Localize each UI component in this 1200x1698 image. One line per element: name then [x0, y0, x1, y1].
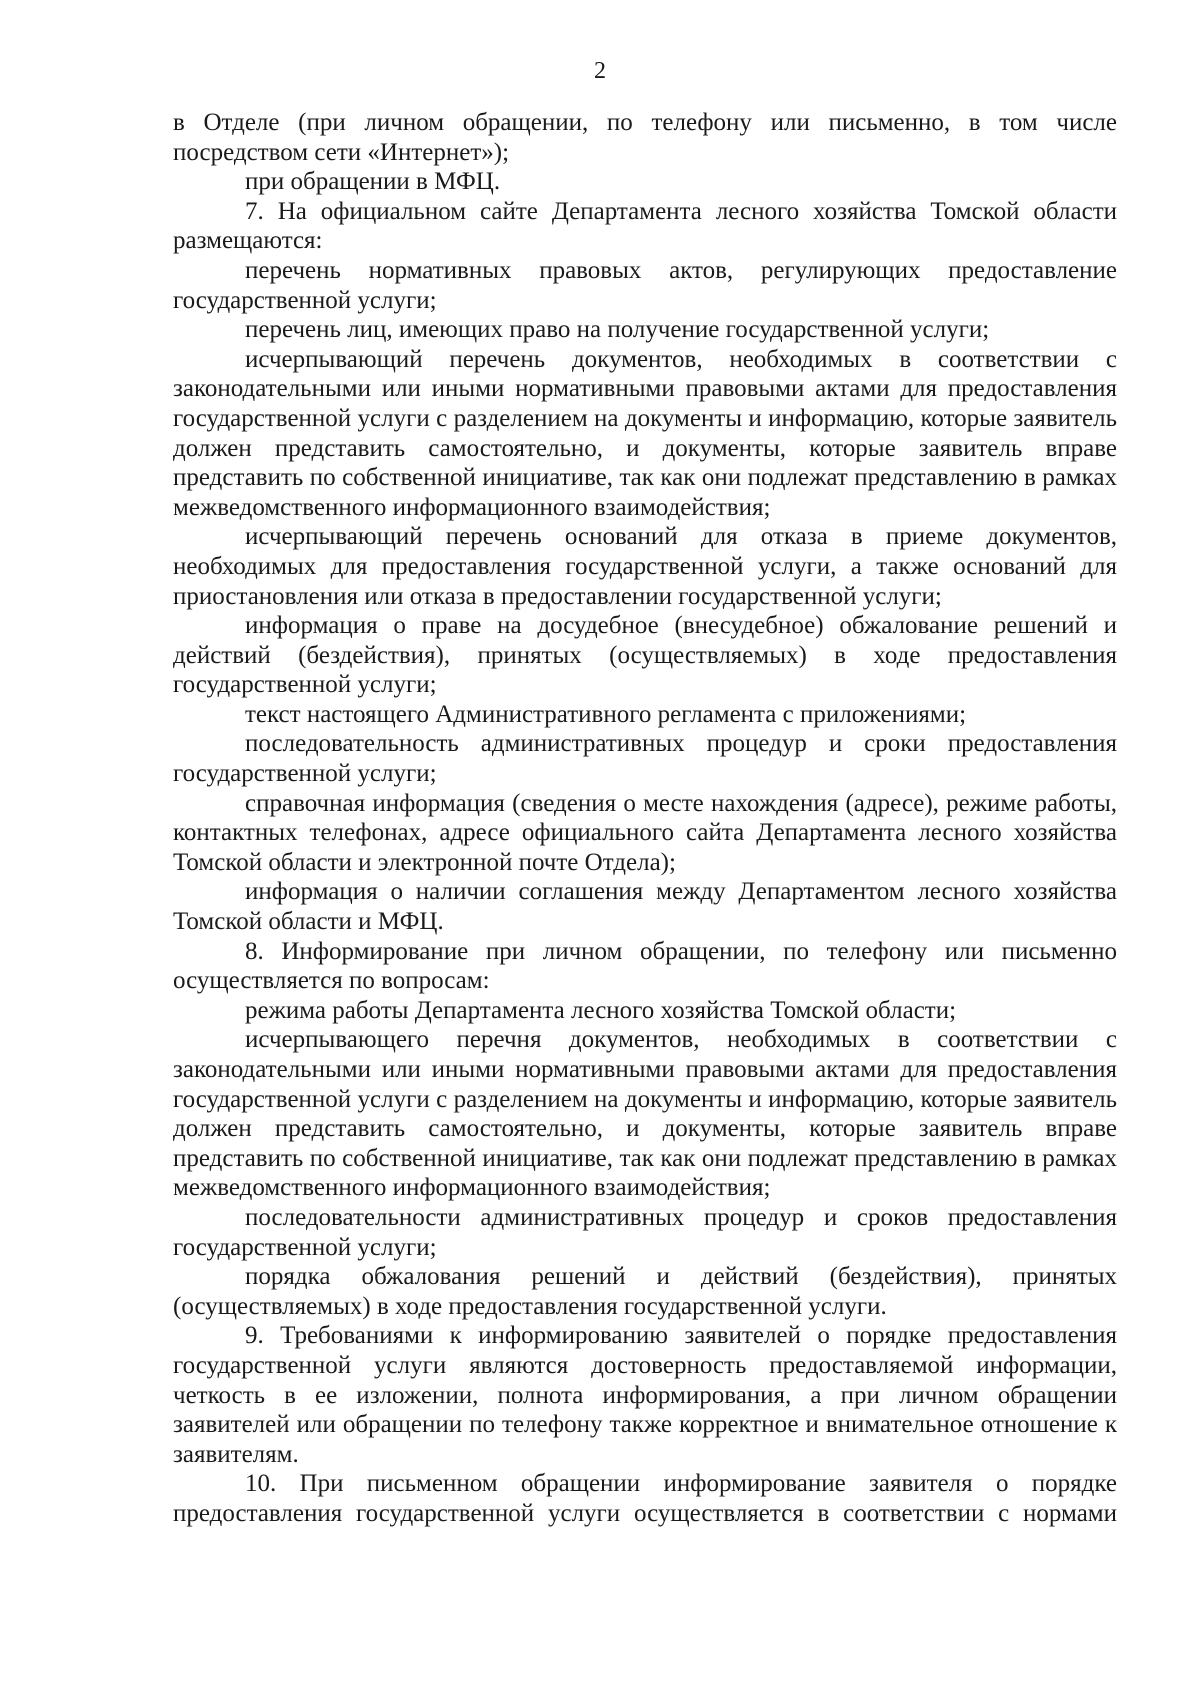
paragraph-7-intro: 7. На официальном сайте Департамента лесного хозяйства Томской области размещаются:: [173, 197, 1117, 255]
paragraph-8-item-appeal-order: порядка обжалования решений и действий (бездействия), принятых (осуществляемых) в ходе предоставления государственной услуги.: [173, 1263, 1117, 1320]
paragraph-7-item-regulation-text: текст настоящего Административного регламента с приложениями;: [245, 700, 967, 728]
paragraph-7-item-documents-list: исчерпывающий перечень документов, необходимых в соответствии с законодательными или иными нормативными правовыми актами для предоставления государственной услуги с разделением на документы и информацию, которые заявитель должен представить самостоятельно, и документы, которые заявитель вправе представить по собственной инициативе, так как они подлежат представлению в рамках межведомственного информационного взаимодействия;: [173, 345, 1117, 521]
paragraph-channels-department: в Отделе (при личном обращении, по телефону или письменно, в том числе посредством сети «Интернет»);: [173, 109, 1117, 166]
paragraph-7-item-legal-acts: перечень нормативных правовых актов, регулирующих предоставление государственной услуги;: [173, 256, 1117, 314]
paragraph-7-item-refusal-grounds: исчерпывающий перечень оснований для отказа в приеме документов, необходимых для предоставления государственной услуги, а также оснований для приостановления или отказа в предоставлении государственной услуги;: [173, 523, 1117, 610]
paragraph-8-item-documents-list: исчерпывающего перечня документов, необходимых в соответствии с законодательными или иными нормативными правовыми актами для предоставления государственной услуги с разделением на документы и информацию, которые заявитель должен представить самостоятельно, и документы, которые заявитель вправе представить по собственной инициативе, так как они подлежат представлению в рамках межведомственного информационного взаимодействия;: [173, 1026, 1117, 1202]
paragraph-8-intro: 8. Информирование при личном обращении, по телефону или письменно осуществляется по вопросам:: [173, 937, 1117, 995]
paragraph-9: 9. Требованиями к информированию заявителей о порядке предоставления государственной услуги являются достоверность предоставляемой информации, четкость в ее изложении, полнота информирования, а при личном обращении заявителей или обращении по телефону также корректное и внимательное отношение к заявителям.: [173, 1322, 1117, 1468]
paragraph-7-item-eligible-persons: перечень лиц, имеющих право на получение государственной услуги;: [245, 316, 990, 344]
paragraph-10: 10. При письменном обращении информирование заявителя о порядке предоставления государственной услуги осуществляется в соответствии с нормами: [173, 1470, 1117, 1527]
paragraph-7-item-procedures: последовательность административных процедур и сроки предоставления государственной услуги;: [173, 730, 1117, 788]
paragraph-channels-mfc: при обращении в МФЦ.: [245, 168, 501, 196]
paragraph-7-item-agreement: информация о наличии соглашения между Департаментом лесного хозяйства Томской области и МФЦ.: [173, 878, 1117, 936]
paragraph-7-item-appeal-rights: информация о праве на досудебное (внесудебное) обжалование решений и действий (бездействия), принятых (осуществляемых) в ходе предоставления государственной услуги;: [173, 612, 1117, 699]
paragraph-7-item-reference-info: справочная информация (сведения о месте нахождения (адресе), режиме работы, контактных телефонах, адресе официального сайта Департамента лесного хозяйства Томской области и электронной почте Отдела);: [173, 789, 1117, 876]
paragraph-8-item-procedures: последовательности административных процедур и сроков предоставления государственной услуги;: [173, 1203, 1117, 1261]
page-number: 2: [594, 58, 606, 84]
document-body: [173, 108, 1117, 1529]
paragraph-8-item-work-schedule: режима работы Департамента лесного хозяйства Томской области;: [245, 996, 957, 1024]
